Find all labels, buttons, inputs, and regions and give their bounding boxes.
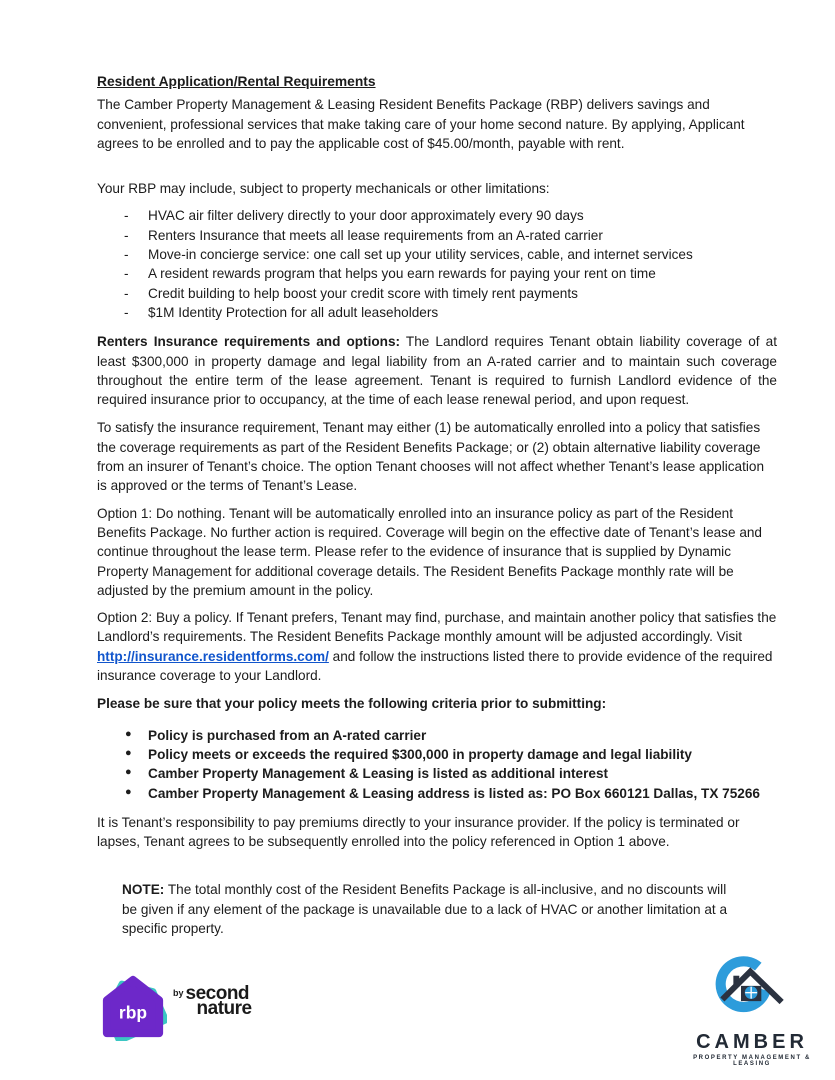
note-body: The total monthly cost of the Resident Benefits Package is all-inclusive, and no discounts will be given if any element of the package is unavailable due to a lack of HVAC or another limitation at a specific property. — [122, 882, 728, 936]
by-label: by — [173, 988, 184, 998]
list-item — [97, 764, 777, 783]
option2-text-before: Option 2: Buy a policy. If Tenant prefers, Tenant may find, purchase, and maintain another policy that satisfies the Landlord’s requirements. The Resident Benefits Package monthly amount will be adjusted accordingly. Visit — [97, 610, 777, 645]
list-item — [97, 206, 777, 225]
option2-paragraph — [97, 608, 777, 685]
renters-insurance-body: The Landlord requires Tenant obtain liability coverage of at least $300,000 in property damage and legal liability from an A-rated carrier and to maintain such coverage throughout the entire term of the lease agreement. Tenant is required to furnish Landlord evidence of the required insurance prior to occupancy, at the time of each lease renewal period, and upon request. — [97, 334, 777, 408]
renters-insurance-label: Renters Insurance requirements and options: — [97, 334, 401, 350]
dash-marker: - — [124, 285, 129, 301]
list-item-text: Policy meets or exceeds the required $300,000 in property damage and legal liability — [148, 746, 692, 762]
intro-paragraph: The Camber Property Management & Leasing Resident Benefits Package (RBP) delivers savings and convenient, professional services that make taking care of your home second nature. By applying, Applicant agrees to be enrolled and to pay the applicable cost of $45.00/month, payable with rent. — [97, 97, 745, 151]
note-paragraph — [122, 880, 737, 938]
list-item-text: Policy is purchased from an A-rated carrier — [148, 727, 427, 743]
dash-marker: - — [124, 304, 129, 320]
dash-marker: - — [124, 247, 129, 263]
list-item-text: Camber Property Management & Leasing is listed as additional interest — [148, 766, 609, 782]
renters-insurance-paragraph — [97, 332, 777, 409]
bullet-marker: ● — [125, 766, 132, 779]
list-item-text: Credit building to help boost your credit score with timely rent payments — [148, 285, 578, 301]
criteria-list — [97, 726, 777, 803]
brand-name — [185, 983, 252, 1019]
list-item-text: HVAC air filter delivery directly to your door approximately every 90 days — [148, 208, 584, 224]
document-body — [97, 72, 777, 938]
option2-text-after: and follow the instructions listed there to provide evidence of the required insurance coverage to your Landlord. — [97, 648, 773, 684]
dash-marker: - — [124, 227, 129, 243]
list-item-text: $1M Identity Protection for all adult leaseholders — [148, 304, 439, 320]
responsibility-paragraph: It is Tenant’s responsibility to pay premiums directly to your insurance provider. If the policy is terminated or lapses, Tenant agrees to be subsequently enrolled into the policy referenced in Option 1 above. — [97, 814, 740, 850]
list-item — [97, 284, 777, 303]
dash-marker: - — [124, 266, 129, 282]
list-item — [97, 784, 777, 803]
svg-text:rbp: rbp — [118, 1002, 148, 1023]
bullet-marker: ● — [125, 746, 132, 759]
rbp-badge-icon — [99, 973, 167, 1041]
dash-marker: - — [124, 208, 129, 224]
list-item-text: Move-in concierge service: one call set up your utility services, cable, and internet services — [148, 247, 693, 263]
list-item — [97, 303, 777, 322]
brand-line1: second — [185, 983, 250, 1004]
rbp-items-list — [97, 206, 777, 322]
page-title: Resident Application/Rental Requirements — [97, 74, 376, 89]
rbp-include-lead: Your RBP may include, subject to property mechanicals or other limitations: — [97, 181, 550, 197]
satisfy-paragraph: To satisfy the insurance requirement, Tenant may either (1) be automatically enrolled into a policy that satisfies the coverage requirements as part of the Resident Benefits Package; or (2) obtain alternative liability coverage from an insurer of Tenant’s choice. The option Tenant chooses will not affect whether Tenant’s lease application is approved or the terms of Tenant’s Lease. — [97, 420, 765, 494]
list-item — [97, 264, 777, 283]
camber-wordmark: CAMBER — [696, 1031, 808, 1053]
list-item — [97, 726, 777, 745]
note-label: NOTE: — [122, 882, 165, 898]
list-item — [97, 226, 777, 245]
list-item — [97, 245, 777, 264]
option1-paragraph: Option 1: Do nothing. Tenant will be automatically enrolled into an insurance policy as part of the Resident Benefits Package. No further action is required. Coverage will begin on the effective date of Tenant’s lease and continue throughout the lease term. Please refer to the evidence of insurance that is supplied by Dynamic Property Management for additional coverage details. The Resident Benefits Package monthly rate will be adjusted by the premium amount in the policy. — [97, 505, 762, 598]
rbp-second-nature-logo — [99, 973, 252, 1041]
brand-line2: nature — [196, 998, 252, 1019]
camber-tagline: PROPERTY MANAGEMENT & LEASING — [693, 1055, 811, 1067]
bullet-marker: ● — [125, 727, 132, 740]
bullet-marker: ● — [125, 785, 132, 798]
list-item-text: Camber Property Management & Leasing address is listed as: PO Box 660121 Dallas, TX 75266 — [148, 785, 760, 801]
insurance-residentforms-link[interactable]: http://insurance.residentforms.com/ — [97, 648, 329, 664]
list-item — [97, 745, 777, 764]
camber-logo — [688, 952, 816, 1067]
camber-house-icon — [697, 952, 807, 1024]
list-item-text: A resident rewards program that helps you earn rewards for paying your rent on time — [148, 266, 656, 282]
list-item-text: Renters Insurance that meets all lease requirements from an A-rated carrier — [148, 227, 603, 243]
criteria-heading: Please be sure that your policy meets the following criteria prior to submitting: — [97, 696, 607, 712]
second-nature-wordmark — [173, 983, 252, 1019]
